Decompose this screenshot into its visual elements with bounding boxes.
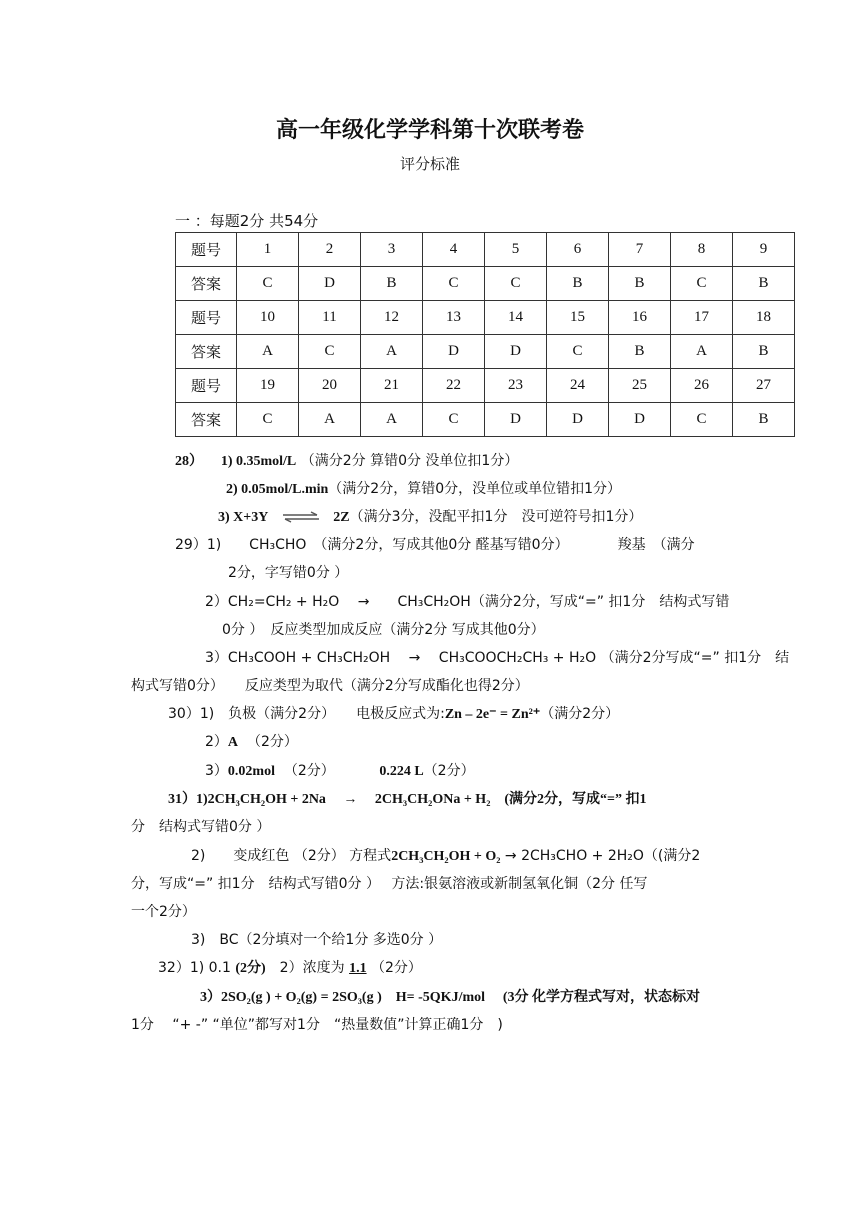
table-cell: A bbox=[671, 335, 733, 369]
table-cell: 17 bbox=[671, 301, 733, 335]
reversible-arrow-icon bbox=[281, 511, 321, 523]
table-cell: D bbox=[609, 403, 671, 437]
table-cell: B bbox=[361, 267, 423, 301]
section-heading: 一 ：每题2分 共54分 bbox=[175, 212, 319, 230]
table-cell: D bbox=[423, 335, 485, 369]
table-cell: 23 bbox=[485, 369, 547, 403]
table-cell: C bbox=[485, 267, 547, 301]
table-cell: 20 bbox=[299, 369, 361, 403]
table-cell: 16 bbox=[609, 301, 671, 335]
row-label: 题号 bbox=[176, 369, 237, 403]
table-cell: C bbox=[237, 403, 299, 437]
q31-line-3: 2) 变成红色 （2分） 方程式2CH₃CH₂OH + O₂ → 2CH₃CHO + 2H₂O（(满分2 bbox=[191, 848, 701, 864]
q29-line-6: 构式写错0分） 反应类型为取代（满分2分写成酯化也得2分） bbox=[131, 678, 529, 694]
table-cell: 9 bbox=[733, 233, 795, 267]
q31-line-5: 一个2分） bbox=[131, 904, 196, 920]
table-cell: 13 bbox=[423, 301, 485, 335]
table-cell: 18 bbox=[733, 301, 795, 335]
table-cell: 26 bbox=[671, 369, 733, 403]
table-cell: B bbox=[733, 403, 795, 437]
q28-line-2: 2) 0.05mol/L.min（满分2分，算错0分，没单位或单位错扣1分） bbox=[226, 481, 622, 497]
table-cell: 12 bbox=[361, 301, 423, 335]
row-label: 题号 bbox=[176, 301, 237, 335]
table-cell: 3 bbox=[361, 233, 423, 267]
table-cell: C bbox=[671, 403, 733, 437]
table-row bbox=[176, 403, 795, 437]
row-label: 答案 bbox=[176, 335, 237, 369]
table-cell: C bbox=[237, 267, 299, 301]
row-label: 答案 bbox=[176, 267, 237, 301]
q30-line-3: 3）0.02mol （2分） 0.224 L（2分） bbox=[205, 763, 475, 779]
table-cell: A bbox=[361, 403, 423, 437]
q31-line-4: 分，写成“=” 扣1分 结构式写错0分 ） 方法:银氨溶液或新制氢氧化铜（2分 任写 bbox=[131, 876, 648, 892]
page-title: 高一年级化学学科第十次联考卷 bbox=[275, 118, 584, 143]
table-cell: 5 bbox=[485, 233, 547, 267]
table-cell: 10 bbox=[237, 301, 299, 335]
table-cell: D bbox=[485, 403, 547, 437]
table-cell: 15 bbox=[547, 301, 609, 335]
table-cell: B bbox=[547, 267, 609, 301]
answer-table bbox=[175, 232, 795, 437]
q29-line-4: 0分 ） 反应类型加成反应（满分2分 写成其他0分） bbox=[222, 622, 545, 638]
table-cell: 4 bbox=[423, 233, 485, 267]
page-subtitle: 评分标准 bbox=[399, 155, 460, 173]
table-row bbox=[176, 267, 795, 301]
q29-line-3: 2）CH₂=CH₂ + H₂O → CH₃CH₂OH（满分2分，写成“=” 扣1分 结构式写错 bbox=[205, 594, 730, 610]
table-cell: B bbox=[609, 267, 671, 301]
table-cell: 14 bbox=[485, 301, 547, 335]
table-cell: 6 bbox=[547, 233, 609, 267]
table-cell: D bbox=[547, 403, 609, 437]
table-cell: C bbox=[423, 267, 485, 301]
table-cell: 11 bbox=[299, 301, 361, 335]
table-row bbox=[176, 369, 795, 403]
table-cell: 24 bbox=[547, 369, 609, 403]
q28-line-3: 3) X+3Y 2Z（满分3分，没配平扣1分 没可逆符号扣1分） bbox=[218, 509, 643, 525]
table-row bbox=[176, 335, 795, 369]
table-cell: 25 bbox=[609, 369, 671, 403]
q31-line-1: 31）1)2CH₃CH₂OH + 2Na → 2CH₃CH₂ONa + H₂ (满分2分，写成“=” 扣1 bbox=[168, 792, 647, 807]
table-cell: C bbox=[423, 403, 485, 437]
table-row bbox=[176, 301, 795, 335]
q31-line-6: 3) BC（2分填对一个给1分 多选0分 ） bbox=[191, 932, 443, 948]
q32-line-2: 3）2SO₂(g ) + O₂(g) = 2SO₃(g ) H= -5QKJ/mol (3分 化学方程式写对，状态标对 bbox=[200, 990, 700, 1005]
table-cell: 22 bbox=[423, 369, 485, 403]
table-cell: D bbox=[485, 335, 547, 369]
table-row bbox=[176, 233, 795, 267]
table-cell: A bbox=[237, 335, 299, 369]
table-cell: A bbox=[299, 403, 361, 437]
q29-line-2: 2分，字写错0分 ） bbox=[228, 565, 349, 581]
table-cell: 2 bbox=[299, 233, 361, 267]
table-cell: C bbox=[547, 335, 609, 369]
row-label: 题号 bbox=[176, 233, 237, 267]
q32-line-1: 32）1) 0.1 (2分) 2）浓度为 1.1 （2分） bbox=[158, 960, 422, 976]
row-label: 答案 bbox=[176, 403, 237, 437]
q29-line-5: 3）CH₃COOH + CH₃CH₂OH → CH₃COOCH₂CH₃ + H₂O （满分2分写成“=” 扣1分 结 bbox=[205, 650, 790, 666]
q29-line-1: 29）1) CH₃CHO （满分2分，写成其他0分 醛基写错0分） 羧基 （满分 bbox=[175, 537, 695, 553]
table-cell: 27 bbox=[733, 369, 795, 403]
table-cell: C bbox=[671, 267, 733, 301]
table-cell: D bbox=[299, 267, 361, 301]
q30-line-1: 30）1) 负极（满分2分） 电极反应式为:Zn – 2e⁻ = Zn²⁺（满分2分） bbox=[168, 706, 620, 722]
table-cell: 1 bbox=[237, 233, 299, 267]
table-cell: C bbox=[299, 335, 361, 369]
table-cell: 8 bbox=[671, 233, 733, 267]
q31-line-2: 分 结构式写错0分 ） bbox=[131, 819, 271, 835]
table-cell: B bbox=[609, 335, 671, 369]
q32-line-3: 1分 “+ -” “单位”都写对1分 “热量数值”计算正确1分 ) bbox=[131, 1017, 503, 1033]
table-cell: B bbox=[733, 267, 795, 301]
q30-line-2: 2）A （2分） bbox=[205, 734, 298, 750]
table-cell: B bbox=[733, 335, 795, 369]
table-cell: A bbox=[361, 335, 423, 369]
table-cell: 19 bbox=[237, 369, 299, 403]
q28-line-1: 28） 1) 0.35mol/L （满分2分 算错0分 没单位扣1分） bbox=[175, 453, 519, 469]
table-cell: 21 bbox=[361, 369, 423, 403]
table-cell: 7 bbox=[609, 233, 671, 267]
